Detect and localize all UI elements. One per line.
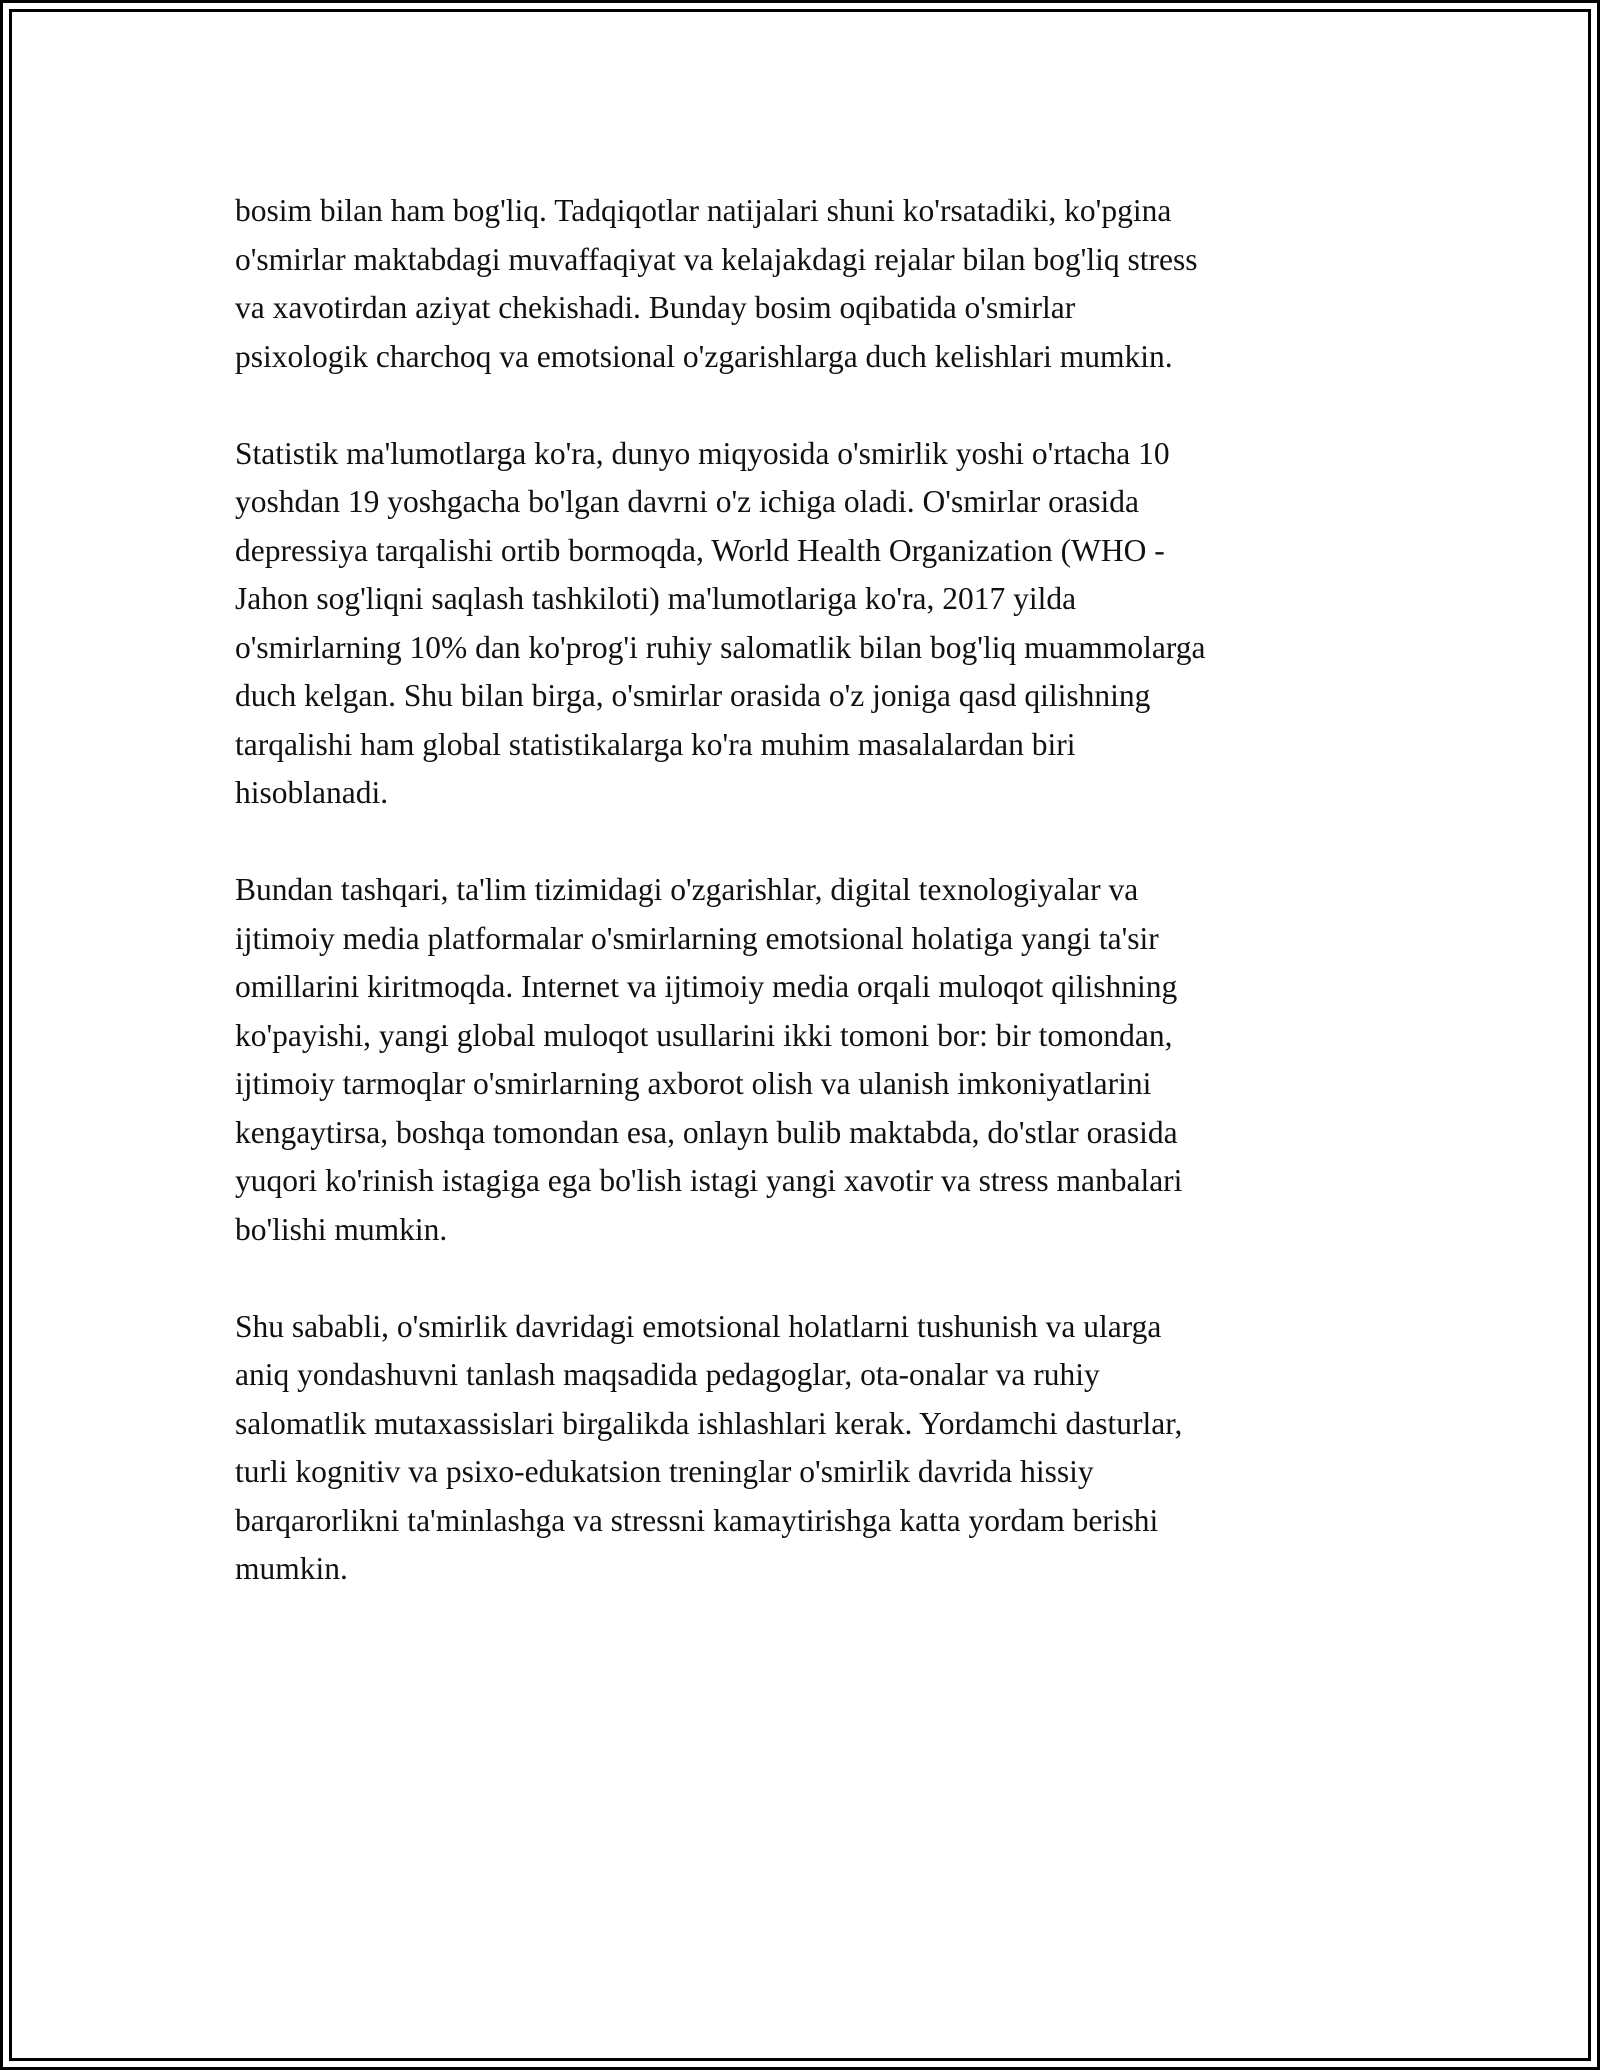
text-line: o'smirlar maktabdagi muvaffaqiyat va kelajakdagi rejalar bilan bog'liq stress <box>235 241 1198 277</box>
text-line: omillarini kiritmoqda. Internet va ijtimoiy media orqali muloqot qilishning <box>235 969 1178 1004</box>
text-line: depressiya tarqalishi ortib bormoqda, World Health Organization (WHO - <box>235 532 1165 568</box>
text-line: bo'lishi mumkin. <box>235 1211 448 1247</box>
text-line: barqarorlikni ta'minlashga va stressni kamaytirishga katta yordam berishi <box>235 1502 1159 1538</box>
text-line: psixologik charchoq va emotsional o'zgarishlarga duch kelishlari mumkin. <box>235 338 1173 374</box>
text-line: Bundan tashqari, ta'lim tizimidagi o'zgarishlar, digital texnologiyalar va <box>235 872 1139 907</box>
text-line: yuqori ko'rinish istagiga ega bo'lish istagi yangi xavotir va stress manbalari <box>235 1163 1183 1198</box>
text-line: salomatlik mutaxassislari birgalikda ishlashlari kerak. Yordamchi dasturlar, <box>235 1405 1183 1441</box>
text-line: kengaytirsa, boshqa tomondan esa, onlayn bulib maktabda, do'stlar orasida <box>235 1114 1178 1150</box>
paragraph-4 <box>235 1303 1385 1594</box>
text-line: mumkin. <box>235 1551 348 1586</box>
text-line: duch kelgan. Shu bilan birga, o'smirlar orasida o'z joniga qasd qilishning <box>235 678 1151 713</box>
document-body <box>235 187 1385 1594</box>
text-line: turli kognitiv va psixo-edukatsion treninglar o'smirlik davrida hissiy <box>235 1454 1094 1489</box>
text-line: Shu sababli, o'smirlik davridagi emotsional holatlarni tushunish va ularga <box>235 1308 1162 1344</box>
text-line: Statistik ma'lumotlarga ko'ra, dunyo miqyosida o'smirlik yoshi o'rtacha 10 <box>235 435 1170 471</box>
text-line: ijtimoiy tarmoqlar o'smirlarning axborot olish va ulanish imkoniyatlarini <box>235 1066 1152 1101</box>
text-line: hisoblanadi. <box>235 775 389 810</box>
text-line: yoshdan 19 yoshgacha bo'lgan davrni o'z ichiga oladi. O'smirlar orasida <box>235 484 1140 519</box>
text-line: bosim bilan ham bog'liq. Tadqiqotlar natijalari shuni ko'rsatadiki, ko'pgina <box>235 193 1172 228</box>
text-line: ijtimoiy media platformalar o'smirlarning emotsional holatiga yangi ta'sir <box>235 920 1159 956</box>
paragraph-1 <box>235 187 1385 381</box>
text-line: tarqalishi ham global statistikalarga ko'ra muhim masalalardan biri <box>235 726 1076 762</box>
text-line: o'smirlarning 10% dan ko'prog'i ruhiy salomatlik bilan bog'liq muammolarga <box>235 629 1206 665</box>
text-line: aniq yondashuvni tanlash maqsadida pedagoglar, ota-onalar va ruhiy <box>235 1357 1100 1392</box>
text-line: ko'payishi, yangi global muloqot usullarini ikki tomoni bor: bir tomondan, <box>235 1017 1173 1053</box>
text-line: va xavotirdan aziyat chekishadi. Bunday bosim oqibatida o'smirlar <box>235 290 1076 325</box>
text-line: Jahon sog'liqni saqlash tashkiloti) ma'lumotlariga ko'ra, 2017 yilda <box>235 581 1077 616</box>
paragraph-3 <box>235 866 1385 1254</box>
paragraph-2 <box>235 430 1385 818</box>
